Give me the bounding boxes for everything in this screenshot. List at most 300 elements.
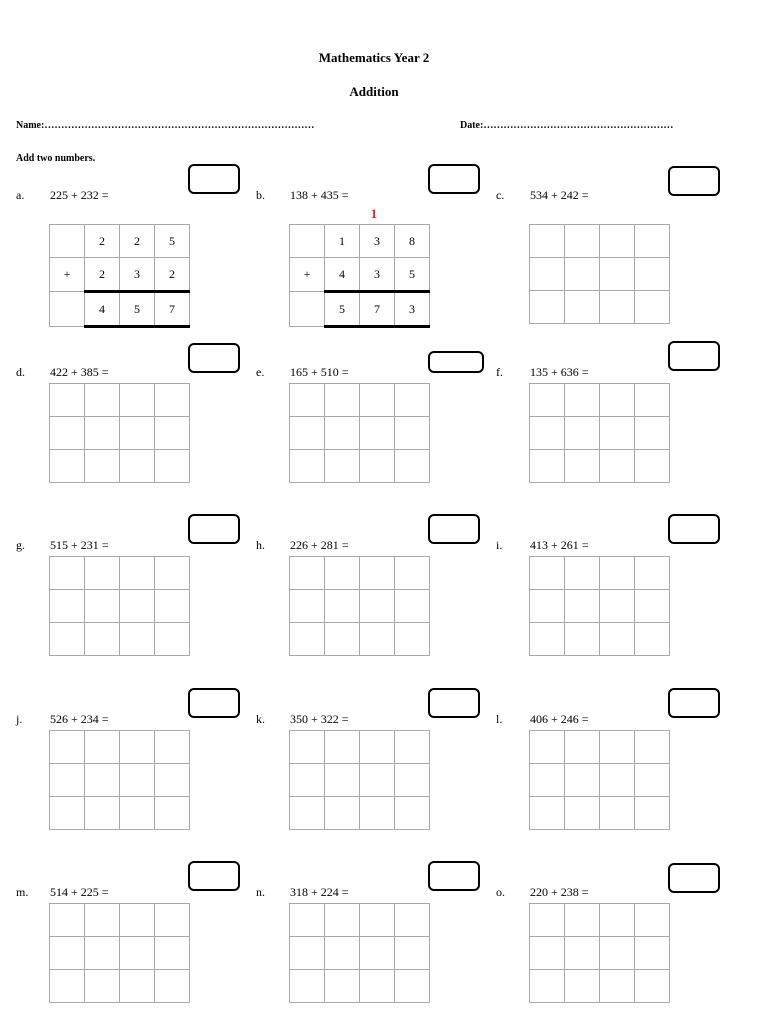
grid-cell[interactable] bbox=[600, 797, 635, 830]
date-label: Date: bbox=[460, 120, 484, 131]
problem-letter: i. bbox=[496, 538, 503, 552]
grid-cell[interactable] bbox=[155, 937, 190, 970]
problem-letter: m. bbox=[16, 885, 29, 899]
grid-cell[interactable] bbox=[155, 904, 190, 937]
grid-cell[interactable] bbox=[85, 731, 120, 764]
instructions: Add two numbers. bbox=[16, 153, 96, 164]
grid-row bbox=[530, 590, 670, 623]
grid-cell: 1 bbox=[325, 225, 360, 258]
grid-cell: 8 bbox=[395, 225, 430, 258]
grid-cell[interactable] bbox=[530, 225, 565, 258]
grid-cell[interactable] bbox=[325, 904, 360, 937]
problem-l bbox=[496, 692, 736, 852]
grid-row bbox=[50, 258, 190, 292]
grid-cell[interactable] bbox=[325, 450, 360, 483]
grid-row bbox=[290, 384, 430, 417]
grid-cell[interactable] bbox=[290, 557, 325, 590]
grid-cell[interactable] bbox=[360, 764, 395, 797]
grid-cell[interactable] bbox=[530, 970, 565, 1003]
answer-box[interactable] bbox=[188, 688, 240, 718]
grid-cell[interactable] bbox=[155, 764, 190, 797]
grid-cell: 5 bbox=[120, 292, 155, 327]
grid-cell[interactable] bbox=[360, 731, 395, 764]
grid-cell[interactable] bbox=[395, 764, 430, 797]
grid-cell[interactable] bbox=[290, 797, 325, 830]
problem-g bbox=[16, 518, 256, 678]
working-grid bbox=[289, 224, 430, 328]
grid-cell[interactable] bbox=[120, 384, 155, 417]
grid-cell[interactable] bbox=[635, 225, 670, 258]
grid-cell[interactable] bbox=[120, 904, 155, 937]
grid-cell: 5 bbox=[155, 225, 190, 258]
grid-cell[interactable] bbox=[360, 417, 395, 450]
answer-box[interactable] bbox=[668, 514, 720, 544]
grid-cell: 2 bbox=[120, 225, 155, 258]
grid-cell: + bbox=[290, 258, 325, 292]
grid-cell[interactable] bbox=[635, 904, 670, 937]
grid-row bbox=[530, 797, 670, 830]
working-grid bbox=[529, 903, 670, 1003]
working-grid bbox=[529, 383, 670, 483]
grid-cell[interactable] bbox=[325, 623, 360, 656]
answer-box[interactable] bbox=[428, 688, 480, 718]
grid-cell[interactable] bbox=[600, 417, 635, 450]
grid-cell[interactable] bbox=[155, 731, 190, 764]
grid-cell[interactable] bbox=[565, 225, 600, 258]
grid-cell[interactable] bbox=[565, 557, 600, 590]
grid-cell[interactable] bbox=[530, 623, 565, 656]
grid-cell[interactable] bbox=[565, 384, 600, 417]
grid-cell[interactable] bbox=[85, 450, 120, 483]
grid-cell[interactable] bbox=[565, 937, 600, 970]
grid-cell[interactable] bbox=[360, 970, 395, 1003]
problem-equation: 165 + 510 = bbox=[290, 365, 349, 379]
grid-cell[interactable] bbox=[85, 417, 120, 450]
grid-cell: 3 bbox=[360, 225, 395, 258]
grid-row bbox=[290, 764, 430, 797]
problem-letter: n. bbox=[256, 885, 265, 899]
answer-box[interactable] bbox=[428, 164, 480, 194]
grid-cell[interactable] bbox=[530, 291, 565, 324]
grid-cell[interactable] bbox=[325, 417, 360, 450]
grid-cell[interactable] bbox=[325, 797, 360, 830]
worksheet-title: Mathematics Year 2 bbox=[318, 50, 430, 65]
grid-cell[interactable] bbox=[120, 764, 155, 797]
grid-cell[interactable] bbox=[290, 450, 325, 483]
grid-row bbox=[530, 417, 670, 450]
grid-cell[interactable] bbox=[155, 417, 190, 450]
problem-f bbox=[496, 345, 736, 505]
grid-cell[interactable] bbox=[290, 764, 325, 797]
grid-cell[interactable] bbox=[530, 590, 565, 623]
grid-cell[interactable] bbox=[50, 623, 85, 656]
grid-row bbox=[290, 292, 430, 327]
grid-row bbox=[290, 904, 430, 937]
grid-cell[interactable] bbox=[530, 731, 565, 764]
grid-cell[interactable] bbox=[600, 450, 635, 483]
date-field bbox=[460, 120, 673, 131]
grid-cell: 3 bbox=[360, 258, 395, 292]
grid-cell[interactable] bbox=[50, 590, 85, 623]
grid-cell[interactable] bbox=[50, 970, 85, 1003]
grid-cell[interactable] bbox=[635, 590, 670, 623]
grid-cell[interactable] bbox=[50, 417, 85, 450]
working-grid bbox=[529, 730, 670, 830]
grid-cell[interactable] bbox=[325, 764, 360, 797]
grid-cell[interactable] bbox=[395, 970, 430, 1003]
problem-o bbox=[496, 865, 736, 1025]
grid-cell[interactable] bbox=[290, 731, 325, 764]
answer-box[interactable] bbox=[668, 341, 720, 371]
grid-cell[interactable] bbox=[360, 384, 395, 417]
worksheet-subtitle: Addition bbox=[349, 84, 399, 99]
problem-equation: 138 + 435 = bbox=[290, 188, 349, 202]
grid-cell[interactable] bbox=[325, 590, 360, 623]
grid-cell[interactable] bbox=[50, 764, 85, 797]
grid-cell[interactable] bbox=[565, 417, 600, 450]
grid-cell[interactable] bbox=[600, 225, 635, 258]
grid-cell[interactable] bbox=[395, 450, 430, 483]
date-dots: ………………………………………………… bbox=[483, 120, 674, 131]
grid-cell[interactable] bbox=[290, 590, 325, 623]
problem-equation: 225 + 232 = bbox=[50, 188, 109, 202]
grid-cell[interactable] bbox=[120, 557, 155, 590]
grid-cell[interactable] bbox=[530, 904, 565, 937]
problem-letter: h. bbox=[256, 538, 265, 552]
grid-cell[interactable] bbox=[325, 384, 360, 417]
problem-equation: 515 + 231 = bbox=[50, 538, 109, 552]
grid-row bbox=[50, 764, 190, 797]
grid-cell[interactable] bbox=[50, 557, 85, 590]
grid-cell[interactable] bbox=[50, 450, 85, 483]
grid-cell[interactable] bbox=[565, 970, 600, 1003]
working-grid bbox=[49, 730, 190, 830]
grid-cell[interactable] bbox=[635, 623, 670, 656]
grid-cell: 5 bbox=[325, 292, 360, 327]
grid-cell[interactable] bbox=[530, 797, 565, 830]
grid-row bbox=[50, 384, 190, 417]
grid-row bbox=[50, 937, 190, 970]
grid-cell[interactable] bbox=[600, 904, 635, 937]
grid-row bbox=[50, 797, 190, 830]
answer-box[interactable] bbox=[668, 688, 720, 718]
grid-cell[interactable] bbox=[395, 731, 430, 764]
problem-letter: j. bbox=[16, 712, 23, 726]
answer-box[interactable] bbox=[668, 863, 720, 893]
grid-cell[interactable] bbox=[635, 557, 670, 590]
grid-cell[interactable] bbox=[85, 904, 120, 937]
grid-cell[interactable] bbox=[635, 291, 670, 324]
grid-cell[interactable] bbox=[530, 417, 565, 450]
grid-row bbox=[530, 291, 670, 324]
grid-row bbox=[50, 292, 190, 327]
grid-cell[interactable] bbox=[530, 937, 565, 970]
grid-cell[interactable] bbox=[155, 970, 190, 1003]
grid-cell[interactable] bbox=[530, 764, 565, 797]
grid-cell[interactable] bbox=[395, 797, 430, 830]
grid-cell: 2 bbox=[155, 258, 190, 292]
answer-box[interactable] bbox=[668, 166, 720, 196]
answer-box[interactable] bbox=[188, 343, 240, 373]
grid-row bbox=[530, 970, 670, 1003]
working-grid bbox=[529, 224, 670, 324]
grid-cell[interactable] bbox=[395, 557, 430, 590]
problem-equation: 135 + 636 = bbox=[530, 365, 589, 379]
grid-cell[interactable] bbox=[120, 590, 155, 623]
problem-b bbox=[256, 168, 496, 328]
problem-letter: a. bbox=[16, 188, 25, 202]
grid-cell: 2 bbox=[85, 258, 120, 292]
problem-letter: g. bbox=[16, 538, 25, 552]
name-field bbox=[16, 120, 314, 131]
grid-cell[interactable] bbox=[120, 731, 155, 764]
grid-cell[interactable] bbox=[600, 937, 635, 970]
grid-cell: 3 bbox=[395, 292, 430, 327]
grid-row bbox=[530, 623, 670, 656]
grid-row bbox=[530, 557, 670, 590]
problem-letter: o. bbox=[496, 885, 505, 899]
grid-cell[interactable] bbox=[635, 797, 670, 830]
answer-box[interactable] bbox=[428, 514, 480, 544]
grid-cell[interactable] bbox=[565, 731, 600, 764]
grid-cell[interactable] bbox=[395, 937, 430, 970]
grid-row bbox=[290, 590, 430, 623]
grid-cell[interactable] bbox=[635, 970, 670, 1003]
grid-row bbox=[50, 557, 190, 590]
grid-cell[interactable] bbox=[155, 623, 190, 656]
grid-cell[interactable] bbox=[325, 937, 360, 970]
grid-cell[interactable] bbox=[155, 450, 190, 483]
grid-cell[interactable] bbox=[530, 384, 565, 417]
grid-cell[interactable] bbox=[530, 557, 565, 590]
grid-cell[interactable] bbox=[635, 731, 670, 764]
grid-cell[interactable] bbox=[565, 797, 600, 830]
grid-cell[interactable] bbox=[600, 731, 635, 764]
carry-digit: 1 bbox=[370, 206, 378, 221]
answer-box[interactable] bbox=[188, 514, 240, 544]
grid-row bbox=[530, 225, 670, 258]
problem-e bbox=[256, 345, 496, 505]
grid-cell[interactable] bbox=[635, 417, 670, 450]
grid-row bbox=[290, 623, 430, 656]
grid-cell[interactable] bbox=[325, 970, 360, 1003]
working-grid bbox=[289, 556, 430, 656]
problem-a bbox=[16, 168, 256, 328]
grid-cell: 2 bbox=[85, 225, 120, 258]
grid-cell[interactable] bbox=[85, 797, 120, 830]
grid-cell[interactable] bbox=[600, 291, 635, 324]
answer-box[interactable] bbox=[428, 861, 480, 891]
problem-equation: 534 + 242 = bbox=[530, 188, 589, 202]
grid-cell[interactable] bbox=[120, 970, 155, 1003]
name-label: Name: bbox=[16, 120, 45, 131]
grid-cell[interactable] bbox=[600, 623, 635, 656]
grid-cell: 7 bbox=[360, 292, 395, 327]
grid-cell[interactable] bbox=[290, 623, 325, 656]
grid-row bbox=[290, 225, 430, 258]
grid-row bbox=[290, 417, 430, 450]
grid-cell[interactable] bbox=[565, 258, 600, 291]
answer-box[interactable] bbox=[188, 861, 240, 891]
grid-cell[interactable] bbox=[360, 623, 395, 656]
grid-cell[interactable] bbox=[635, 258, 670, 291]
grid-cell[interactable] bbox=[530, 450, 565, 483]
grid-cell[interactable] bbox=[50, 797, 85, 830]
grid-row bbox=[50, 450, 190, 483]
grid-cell[interactable] bbox=[600, 590, 635, 623]
grid-cell[interactable] bbox=[290, 970, 325, 1003]
grid-row bbox=[50, 970, 190, 1003]
grid-cell[interactable] bbox=[290, 417, 325, 450]
grid-cell[interactable] bbox=[50, 731, 85, 764]
problem-k bbox=[256, 692, 496, 852]
grid-cell[interactable] bbox=[360, 797, 395, 830]
answer-box[interactable] bbox=[188, 164, 240, 194]
problem-letter: b. bbox=[256, 188, 265, 202]
problem-j bbox=[16, 692, 256, 852]
grid-row bbox=[290, 450, 430, 483]
grid-row bbox=[530, 258, 670, 291]
grid-cell[interactable] bbox=[85, 937, 120, 970]
problem-equation: 413 + 261 = bbox=[530, 538, 589, 552]
grid-cell[interactable] bbox=[120, 417, 155, 450]
grid-cell[interactable] bbox=[50, 937, 85, 970]
grid-row bbox=[530, 904, 670, 937]
grid-cell[interactable] bbox=[50, 904, 85, 937]
grid-cell[interactable] bbox=[600, 970, 635, 1003]
grid-cell[interactable] bbox=[85, 557, 120, 590]
grid-cell[interactable] bbox=[120, 623, 155, 656]
grid-cell[interactable] bbox=[530, 258, 565, 291]
grid-cell[interactable] bbox=[85, 384, 120, 417]
grid-cell[interactable] bbox=[395, 623, 430, 656]
grid-cell[interactable] bbox=[360, 904, 395, 937]
grid-cell[interactable] bbox=[565, 764, 600, 797]
problem-c bbox=[496, 168, 736, 328]
grid-row bbox=[50, 623, 190, 656]
problem-equation: 226 + 281 = bbox=[290, 538, 349, 552]
working-grid bbox=[49, 903, 190, 1003]
grid-cell[interactable] bbox=[565, 904, 600, 937]
problem-equation: 350 + 322 = bbox=[290, 712, 349, 726]
grid-cell[interactable] bbox=[600, 258, 635, 291]
problem-equation: 220 + 238 = bbox=[530, 885, 589, 899]
grid-cell[interactable] bbox=[155, 797, 190, 830]
grid-cell[interactable] bbox=[290, 904, 325, 937]
grid-cell[interactable] bbox=[85, 764, 120, 797]
grid-cell[interactable] bbox=[120, 937, 155, 970]
problem-h bbox=[256, 518, 496, 678]
problem-m bbox=[16, 865, 256, 1025]
problem-letter: d. bbox=[16, 365, 25, 379]
grid-row bbox=[530, 764, 670, 797]
answer-box[interactable] bbox=[428, 351, 484, 373]
grid-cell[interactable] bbox=[635, 450, 670, 483]
grid-cell[interactable] bbox=[360, 557, 395, 590]
grid-row bbox=[290, 731, 430, 764]
grid-cell[interactable] bbox=[120, 797, 155, 830]
grid-cell bbox=[290, 292, 325, 327]
grid-cell[interactable] bbox=[85, 970, 120, 1003]
grid-row bbox=[290, 258, 430, 292]
grid-row bbox=[50, 731, 190, 764]
grid-cell[interactable] bbox=[155, 384, 190, 417]
grid-cell[interactable] bbox=[120, 450, 155, 483]
grid-cell[interactable] bbox=[85, 623, 120, 656]
grid-cell[interactable] bbox=[50, 384, 85, 417]
grid-cell[interactable] bbox=[600, 384, 635, 417]
problem-letter: e. bbox=[256, 365, 265, 379]
problem-equation: 514 + 225 = bbox=[50, 885, 109, 899]
grid-cell[interactable] bbox=[395, 904, 430, 937]
grid-cell: 4 bbox=[85, 292, 120, 327]
problem-letter: c. bbox=[496, 188, 505, 202]
working-grid bbox=[289, 903, 430, 1003]
grid-cell[interactable] bbox=[565, 623, 600, 656]
problem-i bbox=[496, 518, 736, 678]
working-grid bbox=[289, 383, 430, 483]
grid-cell[interactable] bbox=[360, 590, 395, 623]
working-grid bbox=[289, 730, 430, 830]
working-grid bbox=[529, 556, 670, 656]
grid-cell[interactable] bbox=[395, 417, 430, 450]
grid-cell[interactable] bbox=[565, 590, 600, 623]
grid-cell[interactable] bbox=[565, 450, 600, 483]
grid-cell[interactable] bbox=[565, 291, 600, 324]
working-grid bbox=[49, 224, 190, 328]
problem-equation: 318 + 224 = bbox=[290, 885, 349, 899]
grid-cell[interactable] bbox=[85, 590, 120, 623]
grid-cell[interactable] bbox=[360, 450, 395, 483]
grid-cell: + bbox=[50, 258, 85, 292]
grid-cell[interactable] bbox=[395, 590, 430, 623]
grid-cell[interactable] bbox=[155, 557, 190, 590]
grid-cell: 4 bbox=[325, 258, 360, 292]
grid-cell[interactable] bbox=[635, 764, 670, 797]
grid-row bbox=[50, 904, 190, 937]
grid-cell[interactable] bbox=[290, 384, 325, 417]
grid-cell[interactable] bbox=[600, 557, 635, 590]
grid-row bbox=[50, 590, 190, 623]
grid-cell[interactable] bbox=[290, 937, 325, 970]
grid-cell[interactable] bbox=[325, 731, 360, 764]
grid-cell: 3 bbox=[120, 258, 155, 292]
grid-cell bbox=[50, 292, 85, 327]
problem-letter: f. bbox=[496, 365, 503, 379]
grid-row bbox=[530, 450, 670, 483]
grid-cell[interactable] bbox=[155, 590, 190, 623]
grid-cell: 7 bbox=[155, 292, 190, 327]
grid-row bbox=[50, 417, 190, 450]
grid-cell bbox=[290, 225, 325, 258]
problem-letter: k. bbox=[256, 712, 265, 726]
grid-cell[interactable] bbox=[395, 384, 430, 417]
problem-equation: 526 + 234 = bbox=[50, 712, 109, 726]
grid-row bbox=[50, 225, 190, 258]
grid-row bbox=[530, 384, 670, 417]
grid-cell[interactable] bbox=[360, 937, 395, 970]
grid-row bbox=[290, 557, 430, 590]
grid-cell: 5 bbox=[395, 258, 430, 292]
name-dots: ……………………………………………………………………… bbox=[44, 120, 315, 131]
grid-cell[interactable] bbox=[600, 764, 635, 797]
problem-equation: 422 + 385 = bbox=[50, 365, 109, 379]
grid-cell[interactable] bbox=[635, 937, 670, 970]
grid-cell[interactable] bbox=[325, 557, 360, 590]
grid-row bbox=[530, 937, 670, 970]
grid-cell[interactable] bbox=[635, 384, 670, 417]
grid-row bbox=[290, 937, 430, 970]
